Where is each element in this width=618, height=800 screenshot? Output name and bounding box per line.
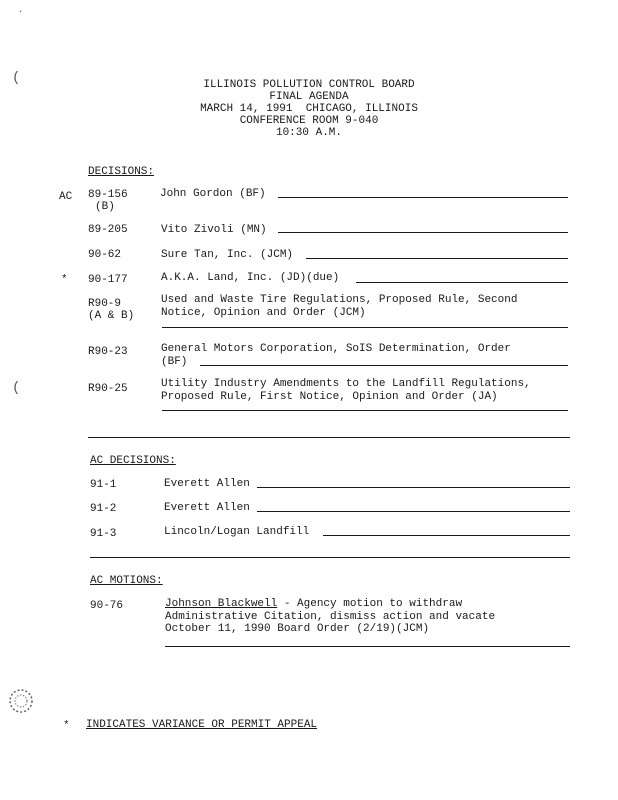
docket-number: 90-177 bbox=[88, 274, 128, 286]
item-text-line2: Notice, Opinion and Order (JCM) bbox=[161, 307, 366, 319]
docket-number: 89-156 bbox=[88, 189, 128, 201]
blank-line bbox=[165, 646, 570, 647]
docket-number: 91-1 bbox=[90, 479, 117, 491]
docket-number: 91-3 bbox=[90, 528, 117, 540]
docket-number: 90-76 bbox=[90, 600, 124, 612]
item-text: Everett Allen bbox=[164, 478, 250, 490]
section-divider-line bbox=[88, 437, 570, 438]
docket-number: 91-2 bbox=[90, 503, 117, 515]
item-text-line2: Proposed Rule, First Notice, Opinion and Order (JA) bbox=[161, 391, 498, 403]
item-text: Everett Allen bbox=[164, 502, 250, 514]
agenda-title: FINAL AGENDA bbox=[269, 91, 349, 103]
item-text-line2: Administrative Citation, dismiss action and vacate bbox=[165, 611, 496, 623]
scan-mark: · bbox=[18, 7, 24, 17]
decisions-heading: DECISIONS: bbox=[88, 166, 155, 178]
docket-number: R90-23 bbox=[88, 346, 128, 358]
footnote-star: * bbox=[63, 720, 70, 732]
docket-number: 90-62 bbox=[88, 249, 122, 261]
docket-number: R90-25 bbox=[88, 383, 128, 395]
meeting-room: CONFERENCE ROOM 9-040 bbox=[239, 115, 379, 127]
section-divider-line bbox=[90, 557, 570, 558]
scan-mark: ( bbox=[12, 380, 21, 396]
blank-line bbox=[356, 282, 568, 283]
item-text: Lincoln/Logan Landfill bbox=[164, 526, 310, 538]
blank-line bbox=[323, 535, 570, 536]
footnote-text: INDICATES VARIANCE OR PERMIT APPEAL bbox=[86, 719, 318, 731]
item-text-line1: Used and Waste Tire Regulations, Proposed Rule, Second bbox=[161, 294, 518, 306]
item-text: A.K.A. Land, Inc. (JD)(due) bbox=[161, 272, 340, 284]
blank-line bbox=[257, 487, 570, 488]
item-prefix: * bbox=[61, 274, 68, 286]
ac-motions-heading: AC MOTIONS: bbox=[90, 575, 163, 587]
item-text-line2: (BF) bbox=[161, 356, 188, 368]
item-text-continuation: - Agency motion to withdraw bbox=[277, 598, 463, 610]
blank-line bbox=[162, 327, 568, 328]
item-text-line1 bbox=[165, 598, 462, 610]
item-text-line1: General Motors Corporation, SoIS Determination, Order bbox=[161, 343, 511, 355]
board-name: ILLINOIS POLLUTION CONTROL BOARD bbox=[203, 79, 415, 91]
item-text: Sure Tan, Inc. (JCM) bbox=[161, 249, 294, 261]
docket-sub: (B) bbox=[95, 201, 115, 213]
item-text-line3: October 11, 1990 Board Order (2/19)(JCM) bbox=[165, 623, 430, 635]
blank-line bbox=[278, 232, 568, 233]
meeting-time: 10:30 A.M. bbox=[275, 127, 342, 139]
item-text: John Gordon (BF) bbox=[160, 188, 266, 200]
ac-decisions-heading: AC DECISIONS: bbox=[90, 455, 176, 467]
item-text-line1: Utility Industry Amendments to the Landfill Regulations, bbox=[161, 378, 531, 390]
docket-number: R90-9 bbox=[88, 298, 122, 310]
binder-hole-mark bbox=[8, 688, 34, 714]
item-text: Vito Zivoli (MN) bbox=[161, 224, 267, 236]
meeting-date-location: MARCH 14, 1991 CHICAGO, ILLINOIS bbox=[200, 103, 418, 115]
party-name: Johnson Blackwell bbox=[165, 598, 278, 610]
blank-line bbox=[257, 511, 570, 512]
blank-line bbox=[162, 410, 568, 411]
docket-number: 89-205 bbox=[88, 224, 128, 236]
scan-mark: ( bbox=[12, 70, 21, 86]
blank-line bbox=[306, 258, 568, 259]
docket-sub: (A & B) bbox=[88, 310, 135, 322]
blank-line bbox=[278, 197, 568, 198]
blank-line bbox=[200, 365, 568, 366]
item-prefix: AC bbox=[59, 191, 73, 203]
